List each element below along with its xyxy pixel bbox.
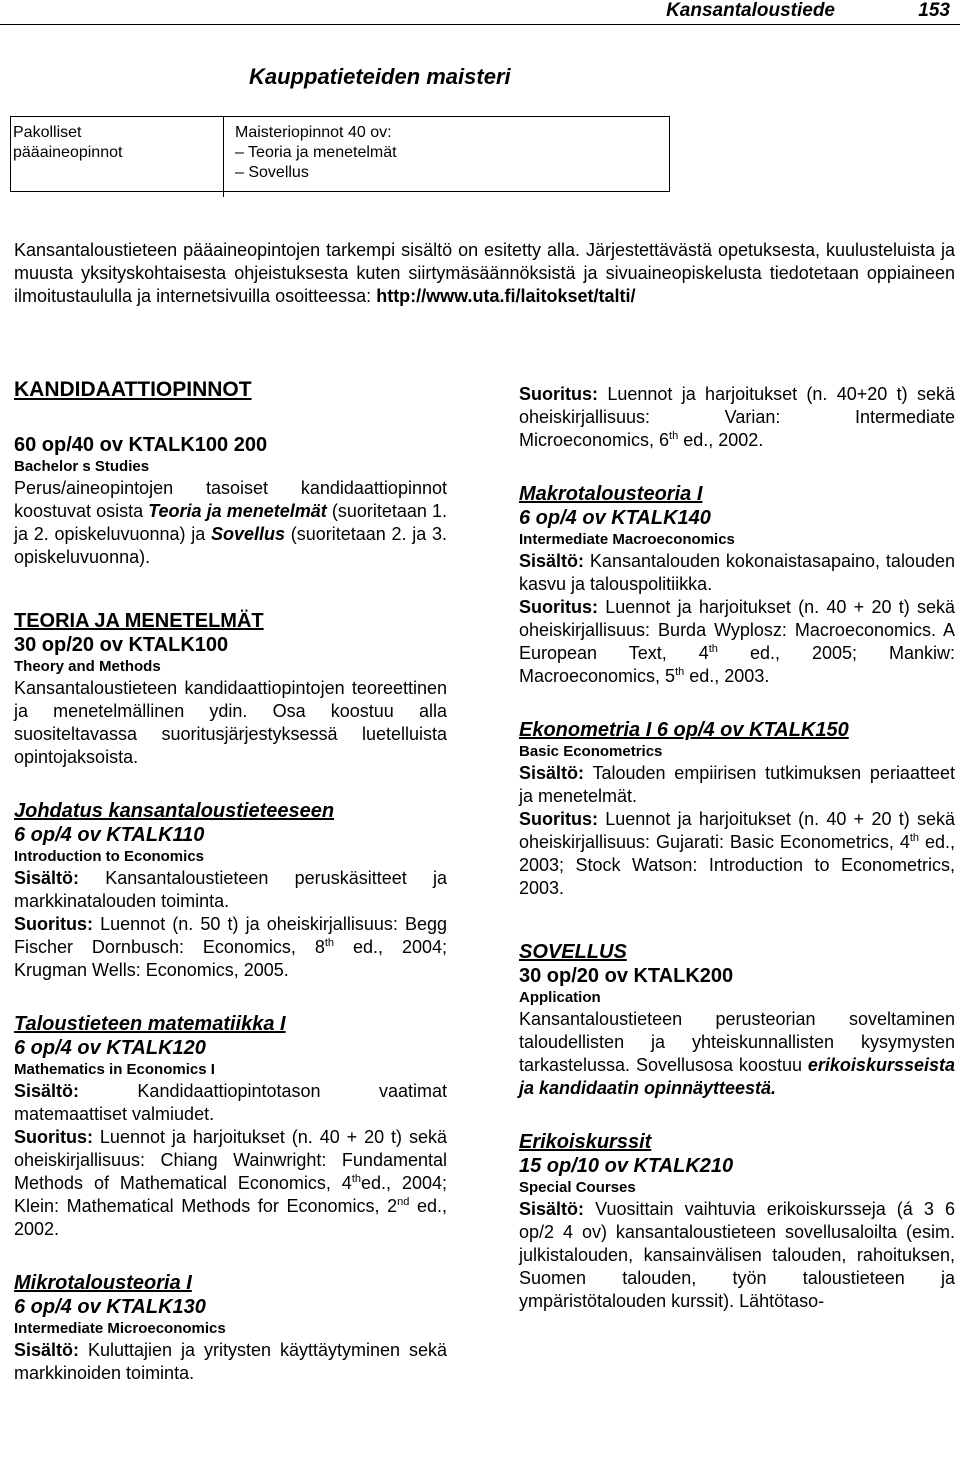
degree-title: Kauppatieteiden maisteri (249, 64, 511, 89)
teoria-subtitle: Theory and Methods (14, 658, 161, 675)
makro-completion (519, 596, 955, 688)
study-structure-table (10, 116, 670, 192)
completion-text: Luennot ja harjoitukset (n. 40 + 20 t) sekä oheiskirjallisuus: Gujarati: Basic Econometrics, 4 (519, 809, 955, 852)
table-cell-required (11, 117, 224, 197)
completion-text: Luennot ja harjoitukset (n. 40+20 t) sekä oheiskirjallisuus: Varian: Intermediate Microeconomics, 6 (519, 384, 955, 450)
intro-paragraph (14, 239, 955, 308)
sovellus-heading: SOVELLUS (519, 941, 627, 963)
completion-label: Suoritus: (14, 1127, 93, 1147)
desc-text: (suoritetaan 2. ja 3. opiskeluvuonna). (14, 524, 447, 567)
johdatus-title: Johdatus kansantaloustieteeseen (14, 800, 335, 822)
matematiikka-subtitle: Mathematics in Economics I (14, 1061, 215, 1078)
matematiikka-title: Taloustieteen matematiikka I (14, 1013, 286, 1035)
completion-text: ed., 2005; Mankiw: Macroeconomics, 5 (519, 643, 955, 686)
makro-code: 6 op/4 ov KTALK140 (519, 507, 711, 529)
content-text: Kandidaattiopintotason vaatimat matemaattiset valmiudet. (14, 1081, 447, 1124)
table-cell-text: – Teoria ja menetelmät (235, 144, 397, 161)
content-text: Kansantalouden kokonaistasapaino, talouden kasvu ja talouspolitiikka. (519, 551, 955, 594)
matematiikka-code: 6 op/4 ov KTALK120 (14, 1037, 206, 1059)
content-label: Sisältö: (14, 1081, 80, 1101)
intro-text: Kansantaloustieteen pääaineopintojen tarkempi sisältö on esitetty alla. Järjestettävästä opetuksesta, kuulusteluista ja muusta yksityskohtaisesta ohjeistuksesta kuten siirtymäsäännöksistä ja sivuaineopiskelusta tiedotetaan oppiaineen ilmoitustaululla ja internetsivuilla osoitteessa: (14, 240, 955, 306)
desc-teoria: Teoria ja menetelmät (148, 501, 327, 521)
ekonometria-title-text: Ekonometria I (519, 719, 652, 741)
makro-title: Makrotalousteoria I (519, 483, 703, 505)
mikro-completion (519, 383, 955, 452)
makro-content (519, 550, 955, 596)
mikro-content (14, 1339, 447, 1385)
left-column (14, 377, 447, 1385)
content-text: Talouden empiirisen tutkimuksen periaatteet ja menetelmät. (519, 763, 955, 806)
content-label: Sisältö: (519, 763, 585, 783)
johdatus-content (14, 867, 447, 913)
matematiikka-content (14, 1080, 447, 1126)
completion-label: Suoritus: (519, 597, 598, 617)
erikois-code: 15 op/10 ov KTALK210 (519, 1155, 734, 1177)
table-cell-text: Pakolliset (13, 124, 82, 141)
kandi-heading: KANDIDAATTIOPINNOT (14, 378, 252, 401)
superscript: th (351, 1173, 362, 1185)
completion-text: ed., 2002. (683, 430, 764, 450)
superscript: th (675, 666, 685, 678)
right-column (519, 383, 955, 1313)
superscript: th (708, 643, 718, 655)
ekonometria-subtitle: Basic Econometrics (519, 743, 663, 760)
content-text: Vuosittain vaihtuvia erikoiskursseja (á 3 6 op/2 4 ov) kansantaloustieteen sovellusaloilta (esim. julkistalouden, kansainvälisen talouden, rahoituksen, Suomen talouden, työn taloustieteen ja ympäristötalouden kurssit). Lähtötaso- (519, 1199, 955, 1311)
completion-text: ed., 2003. (689, 666, 770, 686)
johdatus-code: 6 op/4 ov KTALK110 (14, 824, 205, 846)
content-label: Sisältö: (14, 868, 80, 888)
superscript: th (909, 832, 920, 844)
kandi-code: 60 op/40 ov KTALK100 200 (14, 434, 268, 456)
page-number: 153 (918, 0, 950, 21)
erikois-content (519, 1198, 955, 1313)
ekonometria-code: 6 op/4 ov KTALK150 (656, 719, 849, 741)
erikois-title: Erikoiskurssit (519, 1131, 652, 1153)
johdatus-subtitle: Introduction to Economics (14, 848, 204, 865)
sovellus-code: 30 op/20 ov KTALK200 (519, 965, 734, 987)
completion-text: Luennot (n. 50 t) ja oheiskirjallisuus: Begg Fischer Dornbusch: Economics, 8 (14, 914, 447, 957)
completion-text: ed., 2003; Stock Watson: Introduction to Econometrics, 2003. (519, 832, 955, 898)
teoria-code: 30 op/20 ov KTALK100 (14, 634, 229, 656)
desc-text: Perus/aineopintojen tasoiset kandidaattiopinnot koostuvat osista (14, 478, 447, 521)
completion-label: Suoritus: (14, 914, 93, 934)
completion-label: Suoritus: (519, 809, 598, 829)
content-text: Kuluttajien ja yritysten käyttäytyminen sekä markkinoiden toiminta. (14, 1340, 447, 1383)
completion-label: Suoritus: (519, 384, 598, 404)
desc-sovellus: Sovellus (211, 524, 286, 544)
teoria-heading: TEORIA JA MENETELMÄT (14, 610, 264, 632)
sovellus-subtitle: Application (519, 989, 601, 1006)
table-cell-text: – Sovellus (235, 164, 309, 181)
content-label: Sisältö: (14, 1340, 80, 1360)
header-title: Kansantaloustiede (666, 0, 835, 21)
table-cell-master-studies (235, 123, 397, 183)
table-cell-text: pääaineopinnot (13, 144, 123, 161)
erikois-subtitle: Special Courses (519, 1179, 636, 1196)
completion-text: ed., 2002. (14, 1196, 447, 1239)
mikro-title: Mikrotalousteoria I (14, 1272, 192, 1294)
content-text: Kansantaloustieteen peruskäsitteet ja markkinatalouden toiminta. (14, 868, 447, 911)
desc-text: (suoritetaan 1. ja 2. opiskeluvuonna) ja (14, 501, 447, 544)
desc-bold: erikoiskursseista ja kandidaatin opinnäytteestä. (519, 1055, 955, 1098)
superscript: th (669, 430, 679, 442)
superscript: th (324, 937, 335, 949)
johdatus-completion (14, 913, 447, 982)
superscript: nd (397, 1196, 410, 1208)
mikro-subtitle: Intermediate Microeconomics (14, 1320, 226, 1337)
sovellus-description (519, 1008, 955, 1100)
ekonometria-content (519, 762, 955, 808)
ekonometria-title (519, 718, 955, 742)
content-label: Sisältö: (519, 551, 585, 571)
completion-text: Luennot ja harjoitukset (n. 40 + 20 t) sekä oheiskirjallisuus: Chiang Wainwright: Fundamental Methods of Mathematical Economics, 4 (14, 1127, 447, 1193)
desc-text: Kansantaloustieteen perusteorian soveltaminen taloudellisten ja yhteiskunnallisten kysymysten tarkastelussa. Sovellusosa koostuu (519, 1009, 955, 1075)
matematiikka-completion (14, 1126, 447, 1241)
completion-text: ed., 2004; Klein: Mathematical Methods for Economics, 2 (14, 1173, 448, 1216)
running-header (0, 0, 960, 25)
completion-text: Luennot ja harjoitukset (n. 40 + 20 t) sekä oheiskirjallisuus: Burda Wyplosz: Macroeconomics. A European Text, 4 (519, 597, 955, 663)
ekonometria-completion (519, 808, 955, 900)
content-label: Sisältö: (519, 1199, 585, 1219)
table-cell-text: Maisteriopinnot 40 ov: (235, 124, 392, 141)
kandi-description (14, 477, 447, 569)
makro-subtitle: Intermediate Macroeconomics (519, 531, 735, 548)
department-url-link[interactable]: http://www.uta.fi/laitokset/talti/ (376, 286, 636, 306)
teoria-description: Kansantaloustieteen kandidaattiopintojen teoreettinen ja menetelmällinen ydin. Osa koostuu alla suositeltavassa suoritusjärjestyksessä luetelluista opintojaksoista. (14, 678, 447, 767)
mikro-code: 6 op/4 ov KTALK130 (14, 1296, 206, 1318)
completion-text: ed., 2004; Krugman Wells: Economics, 2005. (14, 937, 447, 980)
kandi-subtitle: Bachelor s Studies (14, 458, 150, 475)
